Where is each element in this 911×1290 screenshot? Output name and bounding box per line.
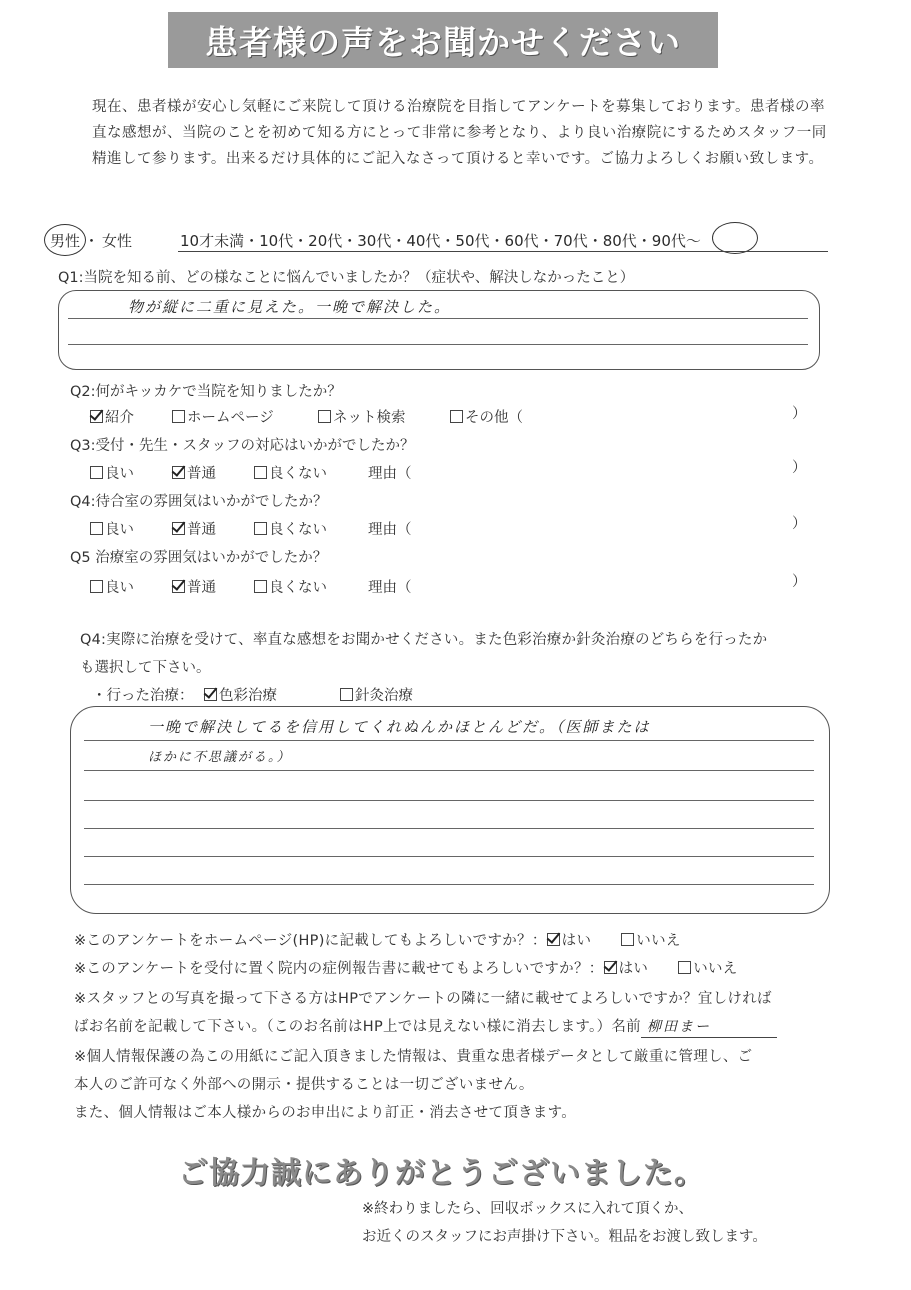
checkbox-icon[interactable] [254,466,267,479]
checkbox-icon[interactable] [450,410,463,423]
q6-question-line2: も選択して下さい。 [80,660,211,676]
checkbox-icon[interactable] [621,933,634,946]
q6-option-color-therapy[interactable]: 色彩治療 [204,684,277,705]
privacy-line2: 本人のご許可なく外部への開示・提供することは一切ございません。 [74,1077,534,1093]
q6-ruled-line [84,740,814,741]
q6-ruled-line [84,770,814,771]
q1-question: Q1:当院を知る前、どの様なことに悩んでいましたか？（症状や、解決しなかったこと） [58,270,635,286]
checkbox-checked-icon[interactable] [172,466,185,479]
q3-question: Q3:受付・先生・スタッフの対応はいかがでしたか？ [70,438,415,454]
q2-close-paren: ） [792,406,807,422]
q5-option-bad[interactable]: 良くない [254,576,327,597]
page-title: 患者様の声をお聞かせください [205,22,681,62]
q3-reason-label: 理由（ [368,466,412,482]
q4-reason-label: 理由（ [368,522,412,538]
consent-report-row [74,954,738,985]
q4-option-bad[interactable]: 良くない [254,518,327,539]
q6-question-line1: Q4:実際に治療を受けて、率直な感想をお聞かせください。また色彩治療か針灸治療のどちらを行ったか [80,632,768,648]
age-underline [178,251,828,252]
intro-text: 現在、患者様が安心し気軽にご来院して頂ける治療院を目指してアンケートを募集しております。患者様の率直な感想が、当院のことを初めて知る方にとって非常に参考となり、より良い治療院にするためスタッフ一同精進して参ります。出来るだけ具体的にご記入なさって頂けると幸いです。ご協力よろしくお願い致します。 [92,99,827,167]
closing-line2: お近くのスタッフにお声掛け下さい。粗品をお渡し致します。 [362,1229,767,1245]
consent-report-no[interactable]: いいえ [678,961,737,977]
checkbox-icon[interactable] [90,580,103,593]
consent-hp-no[interactable]: いいえ [621,933,680,949]
q3-option-normal[interactable]: 普通 [172,462,216,483]
consent-hp-yes[interactable]: はい [547,933,592,949]
checkbox-icon[interactable] [340,688,353,701]
q6-option-acupuncture[interactable]: 針灸治療 [340,684,413,705]
q4-option-normal[interactable]: 普通 [172,518,216,539]
consent-report-yes[interactable]: はい [604,961,649,977]
title-banner [168,12,718,68]
privacy-line1: ※個人情報保護の為この用紙にご記入頂きました情報は、貴重な患者様データとして厳重に管理し、ご [74,1049,753,1065]
q2-option-net-search[interactable]: ネット検索 [318,406,406,427]
consent-report-question: ※このアンケートを受付に置く院内の症例報告書に載せてもよろしいですか？： [74,961,604,977]
consent-photo-line1: ※スタッフとの写真を撮って下さる方はHPでアンケートの隣に一緒に載せてよろしいですか？宜しければ [74,991,772,1007]
q6-treatment-label: ・行った治療： [92,688,194,704]
q6-answer-line2: ほかに不思議がる。） [148,750,292,765]
q5-option-normal[interactable]: 普通 [172,576,216,597]
consent-hp-question: ※このアンケートをホームページ(HP)に記載してもよろしいですか？： [74,933,547,949]
q4-option-good[interactable]: 良い [90,518,134,539]
checkbox-icon[interactable] [90,522,103,535]
q4-question: Q4:待合室の雰囲気はいかがでしたか？ [70,494,328,510]
checkbox-checked-icon[interactable] [547,933,560,946]
checkbox-checked-icon[interactable] [604,961,617,974]
checkbox-icon[interactable] [318,410,331,423]
thanks-message: ご協力誠にありがとうございました。 [178,1156,705,1191]
checkbox-icon[interactable] [254,522,267,535]
q6-answer-line1: 一晩で解決してるを信用してくれぬんかほとんどだ。（医師または [148,718,651,736]
q6-ruled-line [84,800,814,801]
age-selection-circle [712,222,758,254]
checkbox-icon[interactable] [678,961,691,974]
closing-line1: ※終わりましたら、回収ボックスに入れて頂くか、 [362,1201,694,1217]
q4-close-paren: ） [792,516,807,532]
q6-answer-box[interactable] [70,706,830,914]
q1-ruled-line [68,318,808,319]
checkbox-checked-icon[interactable] [204,688,217,701]
q2-option-introduction[interactable]: 紹介 [90,406,134,427]
q3-option-good[interactable]: 良い [90,462,134,483]
q2-question: Q2:何がキッカケで当院を知りましたか？ [70,384,342,400]
q2-option-homepage[interactable]: ホームページ [172,406,274,427]
checkbox-checked-icon[interactable] [172,522,185,535]
gender-male[interactable]: 男性 [50,232,81,250]
q5-question: Q5 治療室の雰囲気はいかがでしたか？ [70,550,328,566]
q5-option-good[interactable]: 良い [90,576,134,597]
gender-age-row [48,226,848,254]
consent-photo-line2: ばお名前を記載して下さい。（このお名前はHP上では見えない様に消去します。）名前 柳田まー [74,1012,777,1043]
q3-close-paren: ） [792,460,807,476]
name-field[interactable]: 柳田まー [641,1017,777,1038]
q6-ruled-line [84,828,814,829]
consent-hp-row [74,926,681,957]
q5-reason-label: 理由（ [368,580,412,596]
checkbox-icon[interactable] [254,580,267,593]
checkbox-icon[interactable] [90,466,103,479]
q5-close-paren: ） [792,574,807,590]
q3-option-bad[interactable]: 良くない [254,462,327,483]
gender-female[interactable]: 女性 [102,232,133,250]
q2-option-other[interactable]: その他（ [450,406,523,427]
gender-separator: ・ [84,232,100,250]
q6-ruled-line [84,884,814,885]
q1-answer-text: 物が縦に二重に見えた。一晩で解決した。 [128,298,452,316]
age-options[interactable]: 10才未満・10代・20代・30代・40代・50代・60代・70代・80代・90代〜 [180,232,701,250]
q6-ruled-line [84,856,814,857]
checkbox-icon[interactable] [172,410,185,423]
privacy-line3: また、個人情報はご本人様からのお申出により訂正・消去させて頂きます。 [74,1105,577,1121]
checkbox-checked-icon[interactable] [172,580,185,593]
checkbox-checked-icon[interactable] [90,410,103,423]
q1-ruled-line [68,344,808,345]
